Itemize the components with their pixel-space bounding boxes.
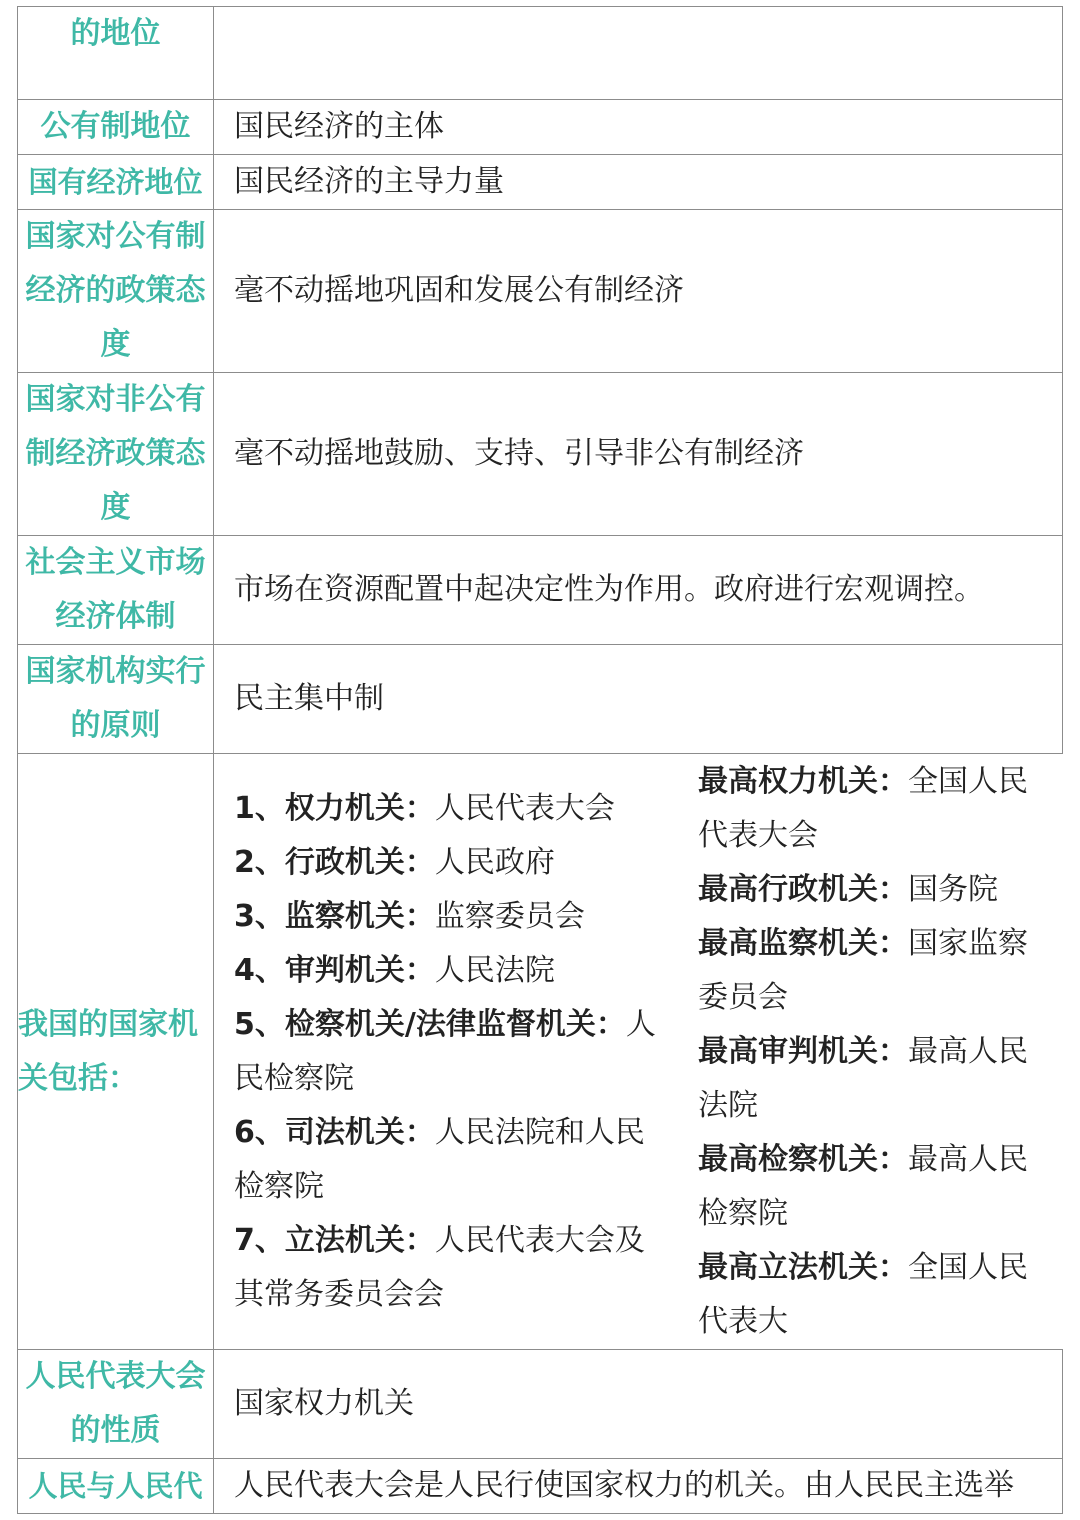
item-desc: 最高人民检察院 (698, 1141, 1028, 1231)
table-row (17, 373, 1063, 536)
item-name: 司法机关： (284, 1114, 435, 1150)
row-label: 人民代表大会的性质 (17, 1350, 214, 1458)
list-item (234, 890, 674, 944)
list-item (234, 944, 674, 998)
item-desc: 人民法院和人民检察院 (234, 1114, 645, 1204)
item-desc: 全国人民代表大 (698, 1249, 1028, 1339)
item-desc: 人民检察院 (234, 1006, 656, 1096)
list-item (698, 1025, 1048, 1133)
list-item (698, 863, 1048, 917)
policy-table (17, 6, 1063, 1514)
list-item (234, 1106, 674, 1214)
item-number: 7、 (234, 1222, 285, 1258)
row-value (214, 7, 1063, 99)
table-row (17, 6, 1063, 100)
row-label: 公有制地位 (17, 100, 214, 154)
item-name: 检察机关/法律监督机关： (284, 1006, 626, 1042)
table-row-organs (17, 754, 1063, 1350)
row-label: 我国的国家机关包括： (17, 754, 214, 1349)
row-value: 国民经济的主导力量 (214, 155, 1063, 209)
item-name: 最高立法机关： (698, 1249, 908, 1285)
item-number: 2、 (234, 844, 285, 880)
row-label: 国家机构实行的原则 (17, 645, 214, 753)
table-row (17, 1350, 1063, 1459)
list-item (698, 755, 1048, 863)
highest-organs-list (698, 755, 1048, 1349)
item-name: 最高监察机关： (698, 925, 908, 961)
table-row (17, 100, 1063, 155)
list-item (234, 782, 674, 836)
item-desc: 人民法院 (434, 952, 555, 988)
item-number: 5、 (234, 1006, 285, 1042)
organs-cell (214, 754, 1048, 1349)
item-name: 立法机关： (284, 1222, 435, 1258)
row-value: 毫不动摇地巩固和发展公有制经济 (214, 210, 1063, 372)
item-desc: 国务院 (908, 871, 998, 907)
row-value: 民主集中制 (214, 645, 1063, 753)
organs-list (234, 782, 674, 1322)
item-name: 最高行政机关： (698, 871, 908, 907)
item-desc: 全国人民代表大会 (698, 763, 1028, 853)
item-name: 最高权力机关： (698, 763, 908, 799)
item-number: 4、 (234, 952, 285, 988)
row-value: 国民经济的主体 (214, 100, 1063, 154)
item-desc: 监察委员会 (434, 898, 585, 934)
table-row (17, 155, 1063, 210)
item-desc: 最高人民法院 (698, 1033, 1028, 1123)
table-row (17, 1459, 1063, 1514)
table-row (17, 536, 1063, 645)
item-name: 最高审判机关： (698, 1033, 908, 1069)
item-name: 审判机关： (284, 952, 435, 988)
item-number: 3、 (234, 898, 285, 934)
item-name: 监察机关： (284, 898, 435, 934)
row-label: 人民与人民代 (17, 1459, 214, 1513)
list-item (234, 1214, 674, 1322)
table-row (17, 210, 1063, 373)
list-item (234, 998, 674, 1106)
item-desc: 人民代表大会及其常务委员会会 (234, 1222, 645, 1312)
list-item (698, 917, 1048, 1025)
list-item (698, 1133, 1048, 1241)
list-item (234, 836, 674, 890)
item-number: 1、 (234, 790, 285, 826)
row-value: 市场在资源配置中起决定性为作用。政府进行宏观调控。 (214, 536, 1063, 644)
list-item (698, 1241, 1048, 1349)
row-label: 的地位 (17, 7, 214, 99)
item-name: 行政机关： (284, 844, 435, 880)
item-desc: 人民政府 (434, 844, 555, 880)
item-desc: 人民代表大会 (434, 790, 615, 826)
row-label: 国家对非公有制经济政策态度 (17, 373, 214, 535)
row-value: 人民代表大会是人民行使国家权力的机关。由人民民主选举 (214, 1459, 1063, 1513)
row-label: 国家对公有制经济的政策态度 (17, 210, 214, 372)
row-label: 国有经济地位 (17, 155, 214, 209)
row-value: 毫不动摇地鼓励、支持、引导非公有制经济 (214, 373, 1063, 535)
row-label: 社会主义市场经济体制 (17, 536, 214, 644)
item-desc: 国家监察委员会 (698, 925, 1028, 1015)
item-name: 权力机关： (284, 790, 435, 826)
row-value: 国家权力机关 (214, 1350, 1063, 1458)
table-row (17, 645, 1063, 754)
item-name: 最高检察机关： (698, 1141, 908, 1177)
item-number: 6、 (234, 1114, 285, 1150)
